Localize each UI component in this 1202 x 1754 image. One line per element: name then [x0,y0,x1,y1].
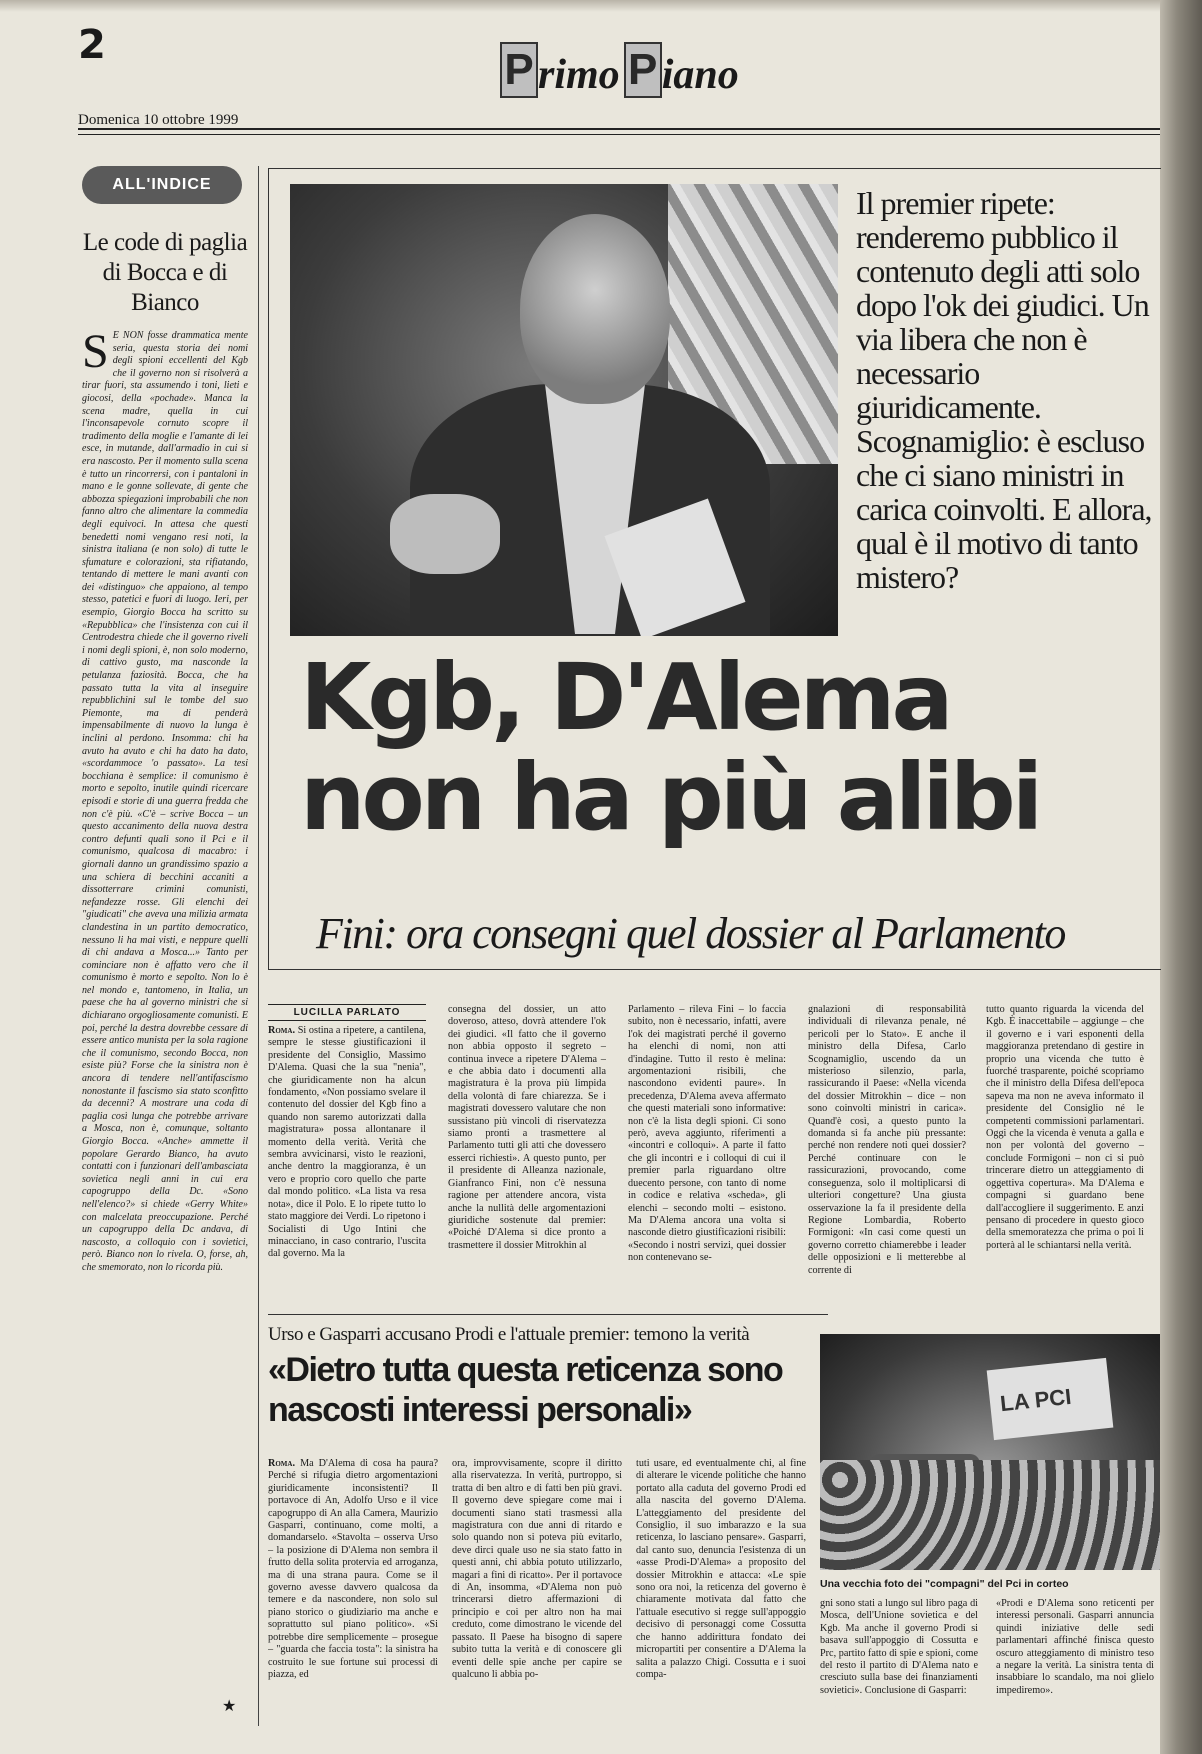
sidebar-body [82,330,248,1670]
article-1 [268,1004,1144,1314]
section-masthead [500,42,800,112]
page-top-edge [0,0,1160,12]
article-2-dateline: Roma. [268,1458,296,1469]
sidebar-text: E NON fosse drammatica mente seria, questa storia dei nomi degli spioni eccellenti del Kgb che il governo non si risolverà a tirar fuori, sta assumendo i toni, lieti e giocosi, della «pochade». Manca la scena madre, quella in cui l'inconsapevole cornuto scopre il tradimento della moglie e l'amante di lei esce, in mutande, dall'armadio in cui si era nascosto. Per il momento sulla scena è tutto un rincorrersi, con i pantaloni in mano e le gonne sollevate, di gente che abbozza spiegazioni improbabili che non fanno altro che alimentare la commedia degli equivoci. In attesa che questi benedetti nomi vengano resi noti, la sinistra italiana (e non solo) di tutte le sfumature e colorazioni, sta rifiatando, tentando di mettere le mani avanti con dei «distinguo» che appaiono, al tempo stesso, patetici e fuori di luogo. Ieri, per esempio, Giorgio Bocca ha scritto su «Repubblica» che l'insistenza con cui il Centrodestra chiede che il governo riveli i nomi degli spioni, è, non solo moderno, di cattivo gusto, ma nasconde la petulanza faziosità. Bocca, che ha passato tutta la vita al inseguire repubblichini sul le tombe del suo Piemonte, ma di penderà impensabilmente di nuovo la lunga è inclini al perdono. Insomma: chi ha avuto ha avuto e chi ha dato ha dato, «scordammoce 'o passato». La tesi bocchiana è semplice: il comunismo è morto e sepolto, inutile quindi ricercare episodi e storie di una guerra fredda che non c'è più. «C'è – scrive Bocca – un questo accanimento della nuova destra contro defunti quali sono il Pci e il comunismo, qualcosa di macabro: i giornali danno un grandissimo spazio a una schiera di becchini accaniti a dissotterrare crimini comunisti, nefandezze rosse. Gli elenchi dei "giudicati" che aveva una milizia armata clandestina in un partito democratico, nessuno li ha mai visti, e neppure quelli di chi andava a Mosca...» Tanto per cominciare non è affatto vero che il comunismo è morto e sepolto. Non lo è nel mondo e, tantomeno, in Italia, un paese che ha al governo ministri che si dichiarano orgogliosamente comunisti. E poi, perché la destra dovrebbe cessare di essere antico munista per la sola ragione che il comunismo, secondo Bocca, non esiste più? Forse che la sinistra non è ancora di tendere nell'antifascismo nonostante il fascismo sia stato sconfitto da decenni? A mostrare una coda di paglia così lunga che potrebbe arrivare a Mosca, non è, comunque, soltanto Giorgio Bocca. «Anche» ammette il popolare Gerardo Bianco, ha avuto contatti con i funzionari dell'ambasciata sovietica negli anni in cui era capogruppo della Dc. «Sono nell'elenco?» si chiede «Gerry White» con malcelata preoccupazione. Perché un capogruppo della Dc andava, di nascosto, a colloquio con i sovietici, però. Bianco non lo rivela. O, forse, ah, che smemorato, non lo ricorda più. [82,330,248,1273]
header-rule-thin [78,134,1160,135]
pci-banner-text: LA PCI [998,1383,1073,1417]
article-2-right [820,1598,1160,1738]
photo-caption: Una vecchia foto dei "compagni" del Pci in corteo [820,1578,1069,1590]
pci-banner [987,1358,1114,1440]
article-2 [268,1458,828,1738]
page-number: 2 [78,22,106,68]
article-2-text-1: Ma D'Alema di cosa ha paura? Perché si rifugia dietro argomentazioni giuridicamente inconsistenti? Il portavoce di An, Adolfo Urso e il vice capogruppo di An alla Camera, Maurizio Gasparri, continuano, come molti, a domandarselo. «Stavolta – osserva Urso – la posizione di D'Alema non sembra il frutto della solita protervia ed arroganza, ma di una strana paura. Come se il governo avesse davvero qualcosa da temere e da nascondere, non solo sul piano storico o giudiziario ma anche e soprattutto sul piano politico». «Si potrebbe dire semplicemente – prosegue – "guarda che faccia tosta": la sinistra ha costruito le sue fortune sui processi di piazza, ed [268,1458,438,1680]
article-2-column-2: ora, improvvisamente, scopre il diritto alla riservatezza. In verità, purtroppo, si tratta di ben altro e di fatti ben più gravi. Il governo deve spiegare come mai i documenti siano stati trasmessi alla magistratura con due anni di ritardo e solo quando non si poteva più evitarlo, deve dirci quale uso ne sia stato fatto in questi anni, chi abbia potuto utilizzarlo, magari a fini di ricatto». Per il portavoce di An, insomma, «D'Alema non può trincerarsi dietro affermazioni di principio e coi per altro non ha mai creduto, come dimostrano le vicende del passato. Il Paese ha bisogno di sapere subito tutta la verità e di conoscere gli eventi delle spie anche per capire se qualcuno li abbia po- [452,1458,622,1680]
portrait-photo [290,184,838,636]
main-subhead: Fini: ora consegni quel dossier al Parlamento [316,909,1065,958]
byline: LUCILLA PARLATO [268,1004,426,1021]
crowd [820,1460,1160,1570]
headline-line-1: Kgb, D'Alema [300,644,950,751]
feature-deck: Il premier ripete: renderemo pubblico il contenuto degli atti solo dopo l'ok dei giudici. Un via libera che non è necessario giuridicamente. Scognamiglio: è escluso che ci siano ministri in carica coinvolti. E allora, qual è il motivo di tanto mistero? [856,185,1152,595]
sidebar-column [82,166,248,1726]
sidebar-title: Le code di paglia di Bocca e di Bianco [82,229,248,316]
header-rule [78,128,1160,130]
masthead-word-1: rimo [538,52,620,98]
article-1-column-2: consegna del dossier, un atto doveroso, atteso, dovrà attendere l'ok dei giudici. «Il fatto che il governo non abbia opposto il segreto – continua invece a ripetere D'Alema – e che abbia dato i documenti alla magistratura è la prova più limpida della volontà di fare chiarezza. Se i magistrati dovessero valutare che non sussistano più vincoli di riservatezza siamo pronti a trasmettere al Parlamento tutti gli atti che dovessero esserci richiesti». A questo punto, per il presidente di Alleanza nazionale, Gianfranco Fini, non c'è nessuna ragione per attendere ancora, vista anche la nullità delle argomentazioni giuridiche sostenute dal premier: «Poiché D'Alema si dice pronto a trasmettere il dossier Mitrokhin al [448,1004,606,1251]
article-1-column-3: Parlamento – rileva Fini – lo faccia subito, non è necessario, infatti, avere l'ok dei magistrati perché il governo ha elenchi di nomi, non atti d'indagine. Tutto il resto è melina: argomentazioni risibili, che nascondono evidenti paure». In precedenza, D'Alema aveva affermato che questi materiali sono informative: non c'è la lista degli spioni. Ci sono però, aveva aggiunto, riferimenti a «incontri e colloqui». A parte il fatto che gli incontri e i colloqui di cui il premier parla riguardano oltre duecento persone, con tanto di nome in codice e relativa «scheda», gli elenchi – secondo molti – esistono. Ma D'Alema ancora una volta si nasconde dietro giustificazioni risibili: «Secondo i nostri servizi, quei dossier non contenevano se- [628,1004,786,1264]
headline-line-2: non ha più alibi [300,744,1040,851]
article-1-column-5: tutto quanto riguarda la vicenda del Kgb. È inaccettabile – aggiunge – che il governo e i vari esponenti della maggioranza pretendano di gestire in proprio una vicenda che tutto è fuorché trasparente, poiché scopriamo che il ministro della Difesa dell'epoca sapeva ma non ne aveva informato il presidente del Consiglio né le competenti commissioni parlamentari. Oggi che la vicenda è venuta a galla e non per volontà del governo – conclude Formigoni – non ci si può trincerare dietro un atteggiamento di oggettiva copertura». Ma D'Alema e compagni si guardano bene dall'accogliere il suggerimento. E anzi pensano di procedere in questo gioco della smemoratezza che prima o poi li porterà al le schiantarsi nella verità. [986,1004,1144,1251]
dateline: Roma. [268,1025,296,1036]
sidebar-badge: ALL'INDICE [82,166,242,204]
article-1-text-1: Si ostina a ripetere, a cantilena, sempre le stesse giustificazioni il presidente del Consiglio, Massimo D'Alema. Quasi che la sua "nenia", che giuridicamente non ha alcun fondamento, «Non possiamo svelare il contenuto del dossier del Kgb fino a quando non saremo autorizzati dalla magistratura» possa allontanare il momento della verità. Verità che sembra avvicinarsi, visto le reazioni, anche dentro la maggioranza, è un vero e proprio coro quello che parte dal mondo politico. «La lista va resa nota», dice il Polo. E lo ripete tutto lo stato maggiore dei Verdi. Lo ripetono i Socialisti di Ugo Intini che minacciano, in caso contrario, l'uscita dal governo. Ma la [268,1025,426,1260]
article-2-column-4: gni sono stati a lungo sul libro paga di Mosca, dell'Unione sovietica e del Kgb. Ma anche il governo Prodi si basava sull'appoggio di Cossutta e Prc, partito fatto di spie e spioni, come del resto il partito di D'Alema nato e cresciuto sulla base dei finanziamenti sovietici». Conclusione di Gasparri: [820,1598,978,1696]
article-2-headline: «Dietro tutta questa reticenza sono nascosti interessi personali» [268,1351,783,1429]
main-headline [300,644,1160,851]
figure-head [520,214,670,404]
column-divider [258,166,259,1726]
article-2-kicker: Urso e Gasparri accusano Prodi e l'attuale premier: temono la verità [268,1324,750,1345]
issue-date: Domenica 10 ottobre 1999 [78,112,239,128]
dropcap: S [82,330,109,378]
article-1-column-4: gnalazioni di responsabilità individuali di rilevanza penale, né pericoli per lo Stato». E anche il ministro della Difesa, Carlo Scognamiglio, uscendo da un misterioso silenzio, parla, rassicurando il Paese: «Nella vicenda del dossier Mitrokhin – dice – non sono coinvolti ministri in carica». Quand'è così, a questo punto la domanda si fa anche più pressante: perché non rendere noti quei dossier? Perché continuare con le rassicurazioni, provocando, come conseguenza, solo il moltiplicarsi di ulteriori congetture? Una giusta osservazione la fa il presidente della Regione Lombardia, Roberto Formigoni: «In casi come questi un governo corretto chiamerebbe i leader delle opposizioni e li metterebbe al corrente di [808,1004,966,1276]
masthead-word-2: iano [661,52,739,98]
figure-fist [390,494,500,574]
article-divider [268,1314,828,1315]
rally-photo [820,1334,1160,1570]
article-2-column-3: tuti usare, ed eventualmente chi, al fine di alterare le vicende politiche che hanno portato alla caduta del governo Prodi ed alla nascita del governo D'Alema. L'atteggiamento del presidente del Consiglio, il suo imbarazzo e la sua reticenza, lo lasciano pensare». Gasparri, dal canto suo, denuncia l'esistenza di un «asse Prodi-D'Alema» a proposito del dossier Mitrokhin e attacca: «Le spie sono ora noi, la reticenza del governo è chiaramente motivata dal fatto che l'attuale esecutivo si regge sull'appoggio decisivo di personaggi come Cossutta che hanno addirittura fondato dei micropartiti per consentire a D'Alema la salita a palazzo Chigi. Cossutta e i suoi compa- [636,1458,806,1680]
masthead-initial-2: P [624,42,662,98]
next-page-edge [1160,0,1202,1754]
end-star-icon: ★ [222,1698,237,1715]
article-2-column-1 [268,1458,438,1738]
masthead-initial-1: P [500,42,538,98]
article-1-column-1 [268,1004,426,1300]
article-2-column-5: «Prodi e D'Alema sono reticenti per interessi personali. Gasparri annuncia quindi iniziative delle sedi parlamentari affinché finisca questo oscuro atteggiamento di ministro teso a negare la verità. La sinistra tenta di insabbiare lo scandalo, ma noi glielo impediremo». [996,1598,1154,1696]
